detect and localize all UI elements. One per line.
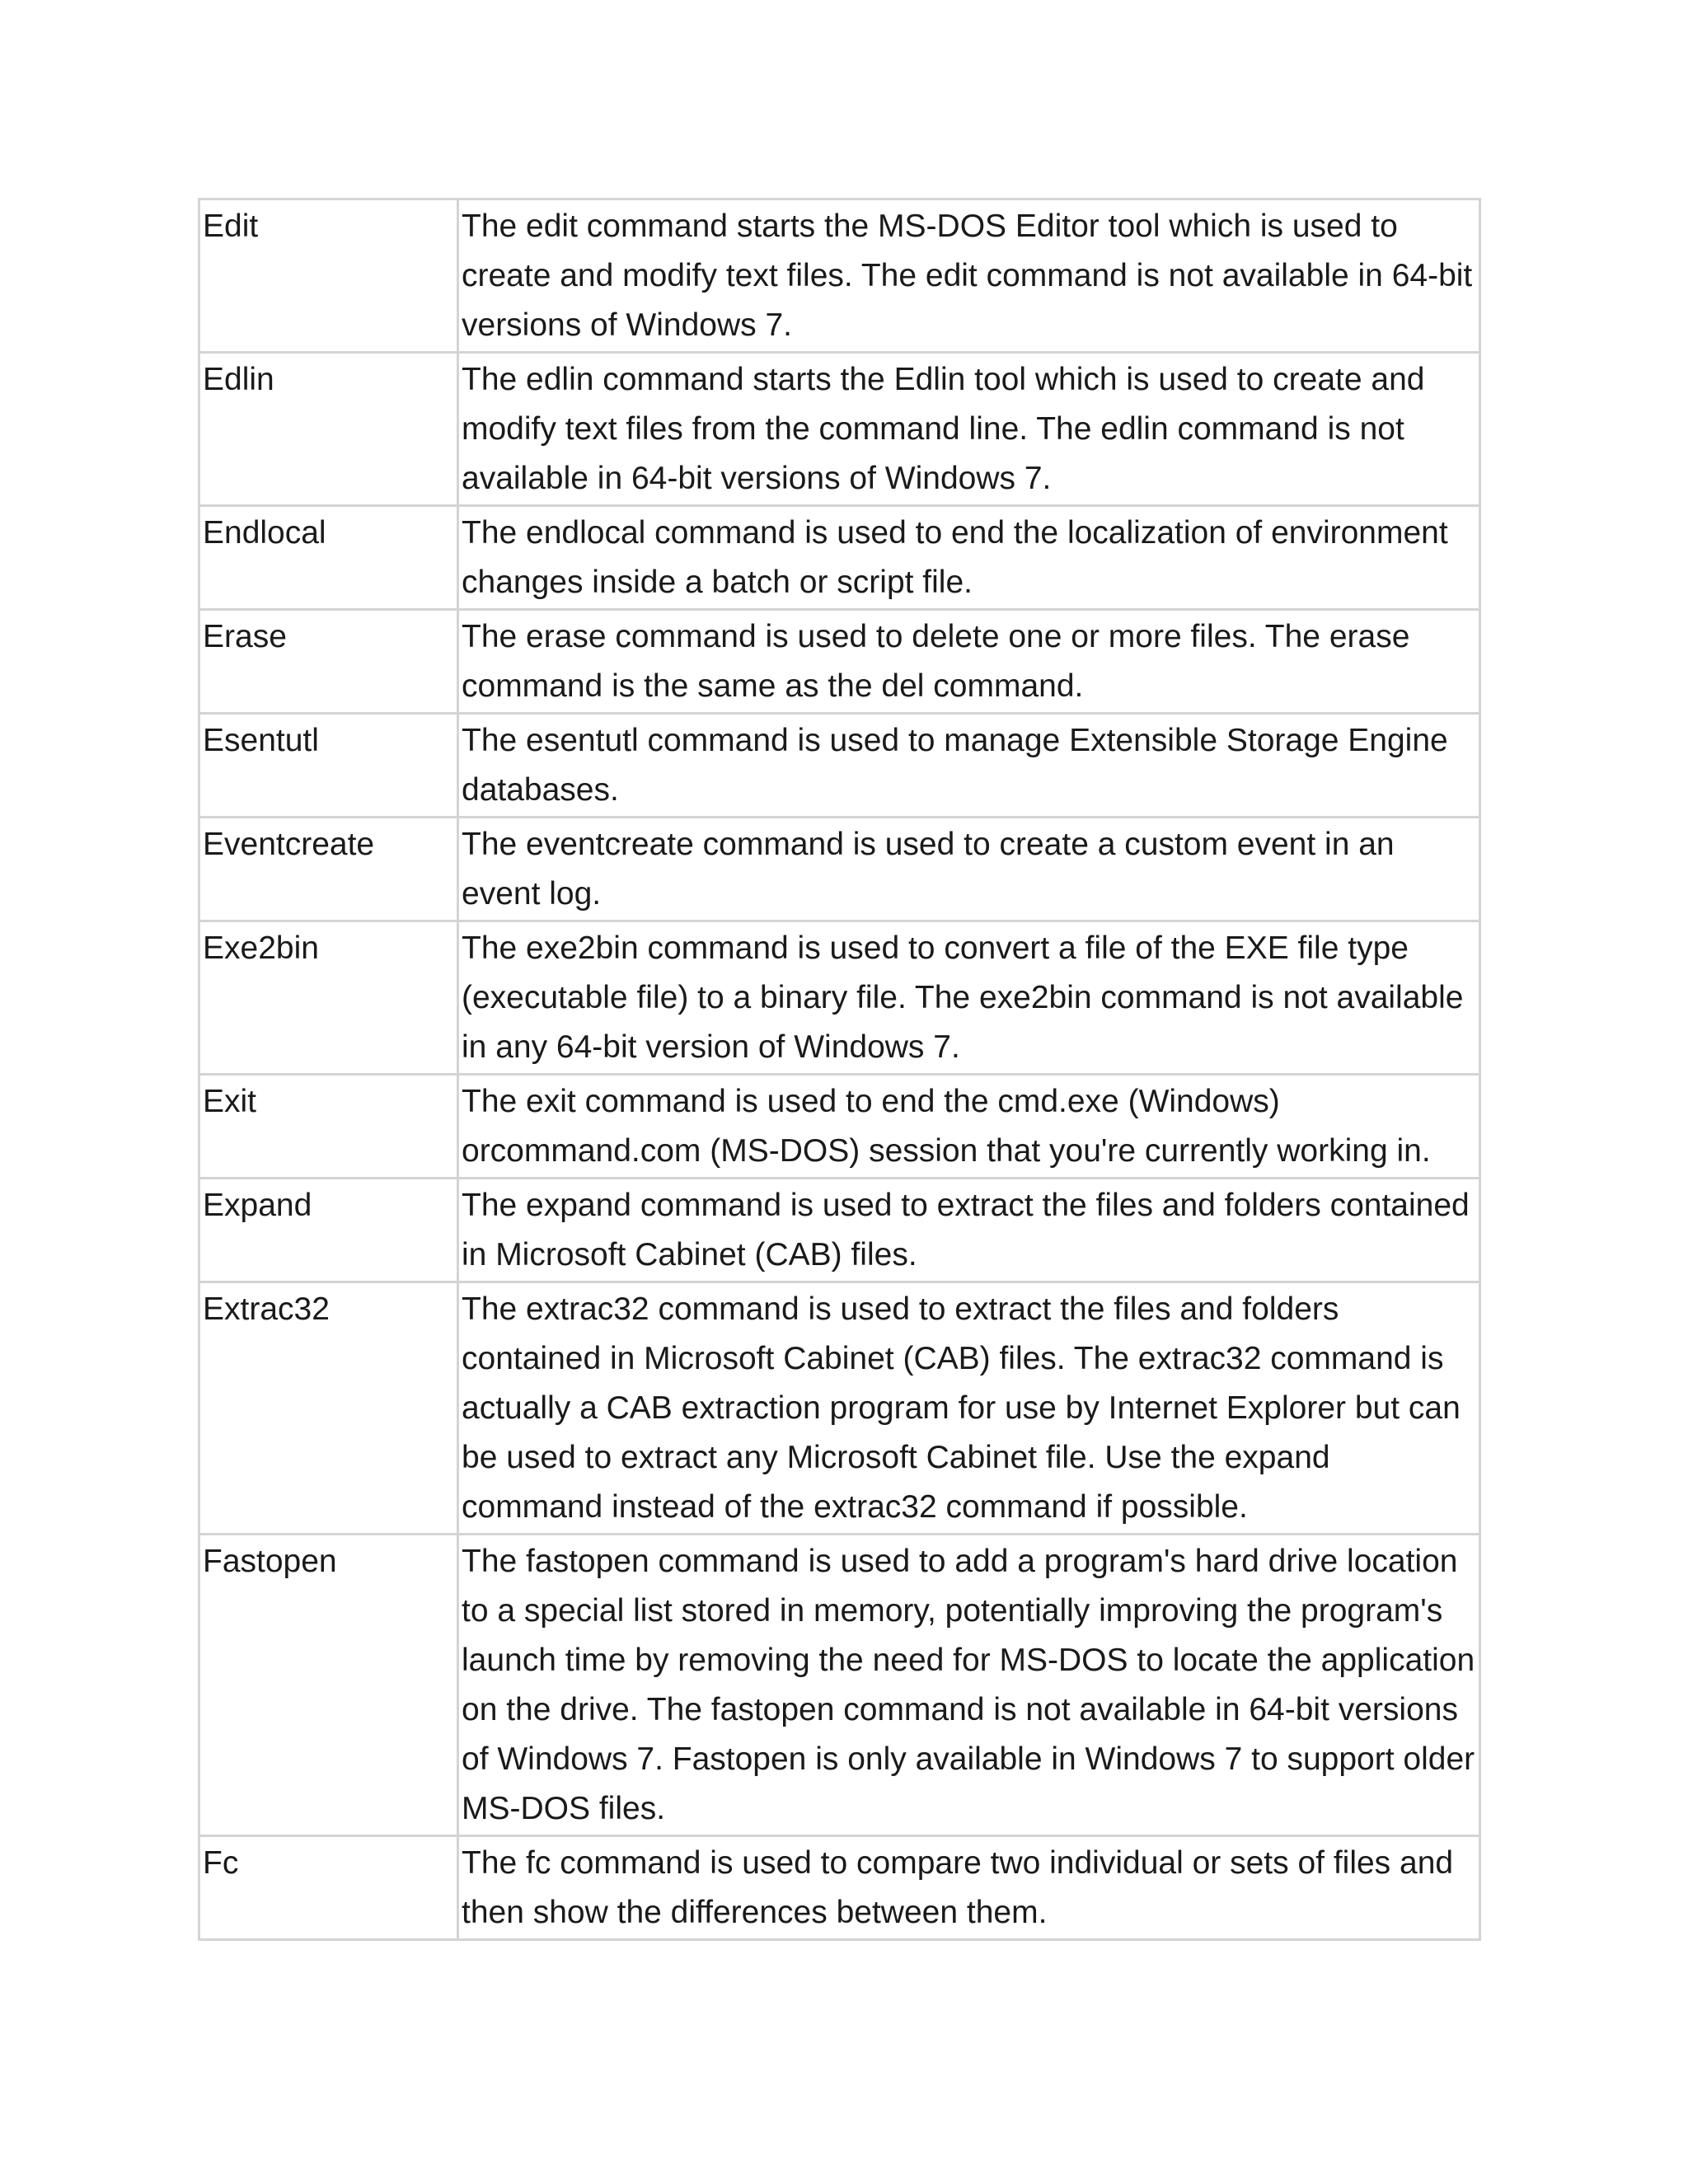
command-description: The fc command is used to compare two individual or sets of files and then show the differences between them. (458, 1836, 1480, 1940)
command-description: The expand command is used to extract the files and folders contained in Microsoft Cabinet (CAB) files. (458, 1179, 1480, 1282)
table-row (199, 1179, 1480, 1282)
command-name: Eventcreate (199, 818, 458, 921)
table-row (199, 1836, 1480, 1940)
table-row (199, 921, 1480, 1075)
command-name: Exit (199, 1075, 458, 1179)
command-description: The fastopen command is used to add a program's hard drive location to a special list stored in memory, potentially improving the program's launch time by removing the need for MS-DOS to locate the application on the drive. The fastopen command is not available in 64-bit versions of Windows 7. Fastopen is only available in Windows 7 to support older MS-DOS files. (458, 1535, 1480, 1836)
command-description: The extrac32 command is used to extract the files and folders contained in Microsoft Cabinet (CAB) files. The extrac32 command is actually a CAB extraction program for use by Internet Explorer but can be used to extract any Microsoft Cabinet file. Use the expand command instead of the extrac32 command if possible. (458, 1282, 1480, 1535)
table-row (199, 1282, 1480, 1535)
command-name: Edlin (199, 353, 458, 506)
command-name: Exe2bin (199, 921, 458, 1075)
table-row (199, 610, 1480, 714)
command-description: The eventcreate command is used to create a custom event in an event log. (458, 818, 1480, 921)
command-description: The exe2bin command is used to convert a file of the EXE file type (executable file) to a binary file. The exe2bin command is not available in any 64-bit version of Windows 7. (458, 921, 1480, 1075)
command-description: The edlin command starts the Edlin tool which is used to create and modify text files from the command line. The edlin command is not available in 64-bit versions of Windows 7. (458, 353, 1480, 506)
table-row (199, 1535, 1480, 1836)
table-row (199, 506, 1480, 610)
command-table (198, 198, 1481, 1941)
command-name: Edit (199, 199, 458, 353)
command-description: The edit command starts the MS-DOS Editor tool which is used to create and modify text files. The edit command is not available in 64-bit versions of Windows 7. (458, 199, 1480, 353)
command-name: Erase (199, 610, 458, 714)
command-name: Esentutl (199, 714, 458, 818)
table-row (199, 714, 1480, 818)
table-row (199, 818, 1480, 921)
command-description: The esentutl command is used to manage Extensible Storage Engine databases. (458, 714, 1480, 818)
command-name: Extrac32 (199, 1282, 458, 1535)
command-name: Expand (199, 1179, 458, 1282)
command-description: The endlocal command is used to end the localization of environment changes inside a batch or script file. (458, 506, 1480, 610)
table-row (199, 353, 1480, 506)
command-name: Endlocal (199, 506, 458, 610)
command-name: Fastopen (199, 1535, 458, 1836)
command-description: The erase command is used to delete one or more files. The erase command is the same as the del command. (458, 610, 1480, 714)
command-description: The exit command is used to end the cmd.exe (Windows) orcommand.com (MS-DOS) session that you're currently working in. (458, 1075, 1480, 1179)
command-name: Fc (199, 1836, 458, 1940)
table-row (199, 1075, 1480, 1179)
table-row (199, 199, 1480, 353)
